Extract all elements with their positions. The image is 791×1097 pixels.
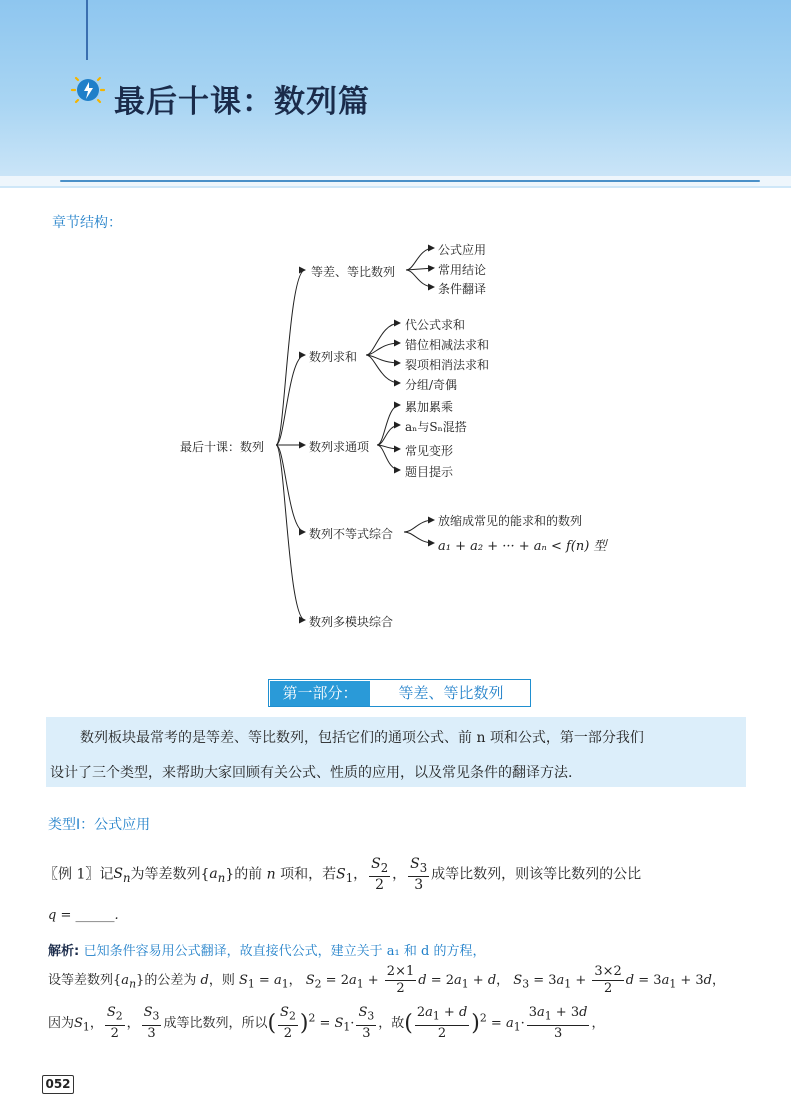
solution-key: 解析: — [48, 944, 80, 959]
mindmap-leaf: 代公式求和 — [405, 318, 466, 332]
solution-text: 设等差数列 — [48, 973, 114, 988]
solution-line: 因为$S_1$， $\frac{S_2}{2}$ ， $\frac{S_3}{3}$ 成等比数列，所以( $\frac{S_2}{2}$ )$^2 = S_1\cdot$ $\frac{S_3}{3}$ ，故( $\frac{2a_1 + d}{2}$ )$^2 = a_1\cdot$ $\frac{3a_1 + 3d}{3}$ ， — [48, 1005, 605, 1041]
page-number: 052 — [42, 1075, 74, 1094]
intro-line: 设计了三个类型，来帮助大家回顾有关公式、性质的应用，以及常见条件的翻译方法. — [50, 765, 573, 781]
intro-line: 数列板块最常考的是等差、等比数列，包括它们的通项公式、前 n 项和公式，第一部分我们 — [80, 730, 644, 746]
mindmap-leaf: aₙ与Sₙ混搭 — [405, 420, 467, 434]
mindmap-leaf: 条件翻译 — [438, 282, 487, 296]
mindmap-branch: 数列不等式综合 — [309, 527, 394, 541]
example-text: 项和，若 — [280, 866, 337, 883]
mindmap-leaf: 分组/奇偶 — [405, 378, 458, 392]
solution-text: ，故 — [378, 1015, 405, 1031]
part-header-number: 第一部分： — [270, 681, 370, 706]
solution-text: 因为 — [48, 1015, 75, 1031]
mindmap-branch: 数列求通项 — [309, 440, 370, 454]
example-text: 的前 — [234, 866, 263, 883]
lamp-wire — [86, 0, 88, 60]
solution-hint: 已知条件容易用公式翻译，故直接代公式，建立关于 a₁ 和 d 的方程， — [83, 944, 486, 959]
mindmap-root: 最后十课：数列 — [180, 440, 265, 454]
part-header-title: 等差、等比数列 — [398, 684, 504, 702]
example-tag: 〖例 1〗 — [44, 866, 100, 883]
example-statement: 〖例 1〗记$S_n$为等差数列$\{a_n\}$的前 n 项和，若$S_1$， $\frac{S_2}{2}$ ， $\frac{S_3}{3}$ 成等比数列，则该等比数列的公比 — [44, 856, 642, 893]
solution-text: ，则 — [208, 973, 235, 988]
structure-label: 章节结构： — [52, 215, 122, 231]
mindmap-connectors — [0, 230, 791, 650]
example-text: 为等差数列 — [130, 866, 201, 883]
mindmap-leaf: a₁ + a₂ + ··· + aₙ < f(n) 型 — [438, 539, 607, 554]
mindmap-leaf: 公式应用 — [438, 243, 487, 257]
mindmap-leaf: 题目提示 — [405, 465, 454, 479]
banner-divider — [60, 180, 760, 182]
mindmap-leaf: 错位相减法求和 — [405, 338, 490, 352]
mindmap-leaf: 裂项相消法求和 — [405, 358, 490, 372]
type-heading: 类型Ⅰ：公式应用 — [48, 817, 151, 833]
page-title: 最后十课：数列篇 — [114, 84, 370, 120]
mindmap-branch: 等差、等比数列 — [311, 265, 396, 279]
mindmap-leaf: 累加累乘 — [405, 400, 454, 414]
mindmap-branch: 数列多模块综合 — [309, 615, 394, 629]
example-text: 成等比数列，则该等比数列的公比 — [431, 866, 642, 883]
answer-blank: q = ______. — [48, 908, 119, 923]
solution-text: 成等比数列，所以 — [163, 1015, 268, 1031]
mindmap-leaf: 常用结论 — [438, 263, 487, 277]
mindmap-leaf: 放缩成常见的能求和的数列 — [438, 514, 583, 528]
example-text: 记 — [99, 866, 114, 883]
solution-text: 的公差为 — [144, 973, 197, 988]
lightbulb-icon — [70, 72, 106, 108]
mindmap-leaf: 常见变形 — [405, 444, 454, 458]
solution-hint-line — [48, 940, 485, 959]
solution-line: 设等差数列$\{a_n\}$的公差为 d，则 $S_1 = a_1$， $S_2 = 2a_1$ + $\frac{2\times 1}{2}$ $d = 2a_1 + d$， $S_3 = 3a_1$ + $\frac{3\times 2}{2}$ $d = 3a_1 + 3d$， — [48, 964, 725, 996]
mindmap-branch: 数列求和 — [309, 350, 358, 364]
